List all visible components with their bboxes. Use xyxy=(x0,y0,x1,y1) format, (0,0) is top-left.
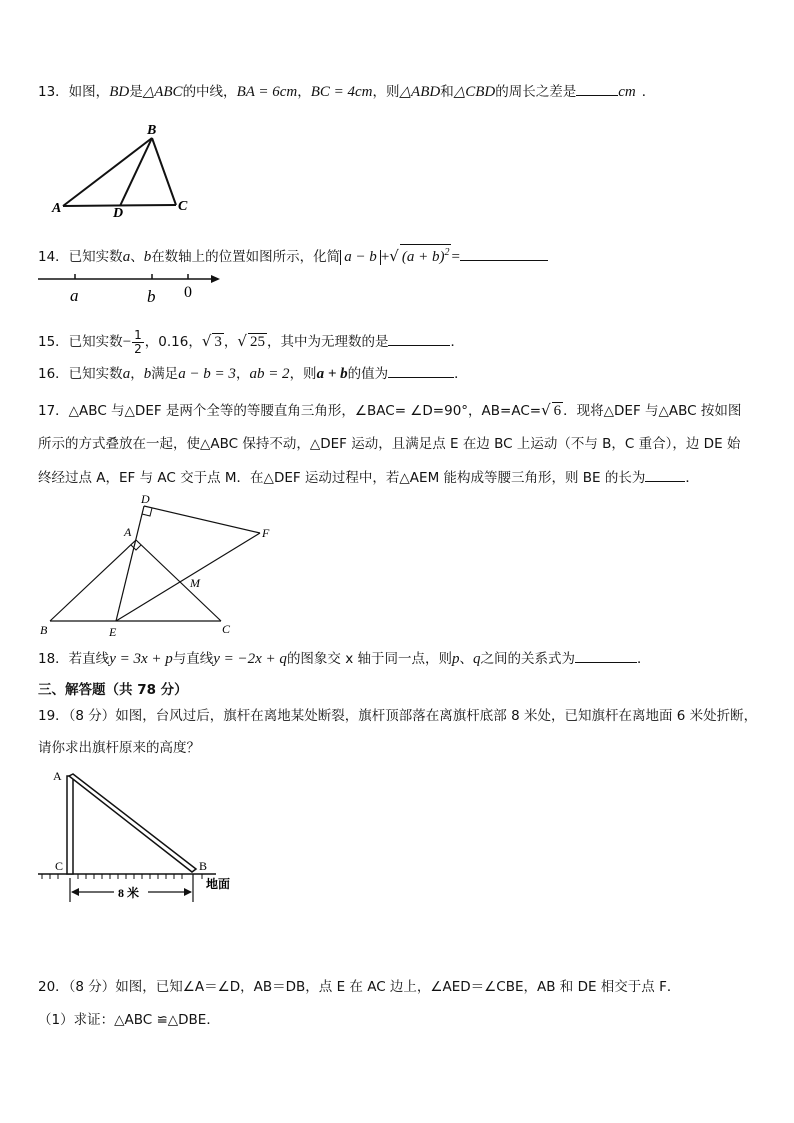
flagpole-stand xyxy=(67,776,73,874)
number-line-figure xyxy=(38,268,228,308)
label-b: b xyxy=(147,287,156,306)
abs-expression: a − b xyxy=(340,250,381,265)
q13-label-a: A xyxy=(52,201,62,216)
ground-label: 地面 xyxy=(206,877,231,891)
q13-label-d: D xyxy=(113,206,124,221)
q19-line1: 19．（8 分）如图，台风过后，旗杆在离地某处断裂，旗杆顶部落在离旗杆底部 8 米处，已知旗杆在离地面 6 米处折断， xyxy=(38,708,758,724)
label-a: a xyxy=(70,286,79,305)
q17-side-de xyxy=(116,506,144,621)
q15-text: 15．已知实数− $\frac{1}{2}$ ，0.16，√ 3 ，√ 25 ，其中为无理数的是 ． xyxy=(38,327,464,356)
q17-label-d: D xyxy=(141,492,150,506)
q17-side-ab xyxy=(50,540,136,621)
q13-text: 13．如图，BD是△ABC的中线，BA = 6cm，BC = 4cm，则△ABD和△CBD的周长之差是 cm ． xyxy=(38,81,655,102)
q13-side-bc xyxy=(152,138,176,205)
sqrt-3: 3 xyxy=(214,334,222,350)
q17-side-df xyxy=(144,506,260,533)
q17-label-m: M xyxy=(190,576,200,590)
q20-line2: （1）求证：△ABC ≌△DBE． xyxy=(38,1012,220,1028)
q20-line1: 20．（8 分）如图，已知∠A＝∠D，AB＝DB，点 E 在 AC 边上，∠AED＝∠CBE，AB 和 DE 相交于点 F． xyxy=(38,979,681,995)
q17-line3: 终经过点 A，EF 与 AC 交于点 M．在△DEF 运动过程中，若△AEM 能构成等腰三角形，则 BE 的长为 ． xyxy=(38,467,699,488)
fraction-one-half: $\frac{1}{2}$ xyxy=(134,327,142,356)
q17-right-angle-a xyxy=(131,545,141,550)
arrowhead-left xyxy=(71,888,79,896)
q19-line2: 请你求出旗杆原来的高度？ xyxy=(38,740,200,756)
answer-blank-18[interactable] xyxy=(575,648,637,663)
q17-line1: 17．△ABC 与△DEF 是两个全等的等腰直角三角形，∠BAC= ∠D=90°，AB=AC=√ 6 ．现将△DEF 与△ABC 按如图 xyxy=(38,401,742,419)
flagpole-figure xyxy=(36,766,256,906)
answer-blank-14[interactable] xyxy=(460,246,548,261)
number-line-arrow xyxy=(211,275,220,283)
q17-side-ef xyxy=(116,533,260,621)
answer-blank-13[interactable] xyxy=(576,81,618,96)
q17-label-b: B xyxy=(40,623,48,637)
q17-label-a: A xyxy=(124,525,132,539)
q17-label-e: E xyxy=(109,625,117,639)
q13-triangle-figure xyxy=(50,118,200,222)
sqrt-expression: $(a + b)^2$ xyxy=(400,244,452,265)
q13-median-bd xyxy=(120,138,152,206)
q18-text: 18．若直线y = 3x + p与直线y = −2x + q的图象交 x 轴于同一点，则p、q之间的关系式为 ． xyxy=(38,648,651,669)
q17-line2: 所示的方式叠放在一起，使△ABC 保持不动，△DEF 运动，且满足点 E 在边 BC 上运动（不与 B，C 重合），边 DE 始 xyxy=(38,436,741,452)
q16-text: 16．已知实数a，b满足a − b = 3，ab = 2，则a + b的值为 ． xyxy=(38,363,468,384)
distance-label: 8 米 xyxy=(118,886,140,900)
answer-blank-17[interactable] xyxy=(645,467,685,482)
q17-label-c: C xyxy=(222,622,231,636)
q17-triangles-figure xyxy=(35,490,285,640)
q13-side-ab xyxy=(63,138,152,206)
q13-label-c: C xyxy=(178,199,188,214)
label-zero: 0 xyxy=(184,284,192,301)
answer-blank-16[interactable] xyxy=(388,363,454,378)
flag-label-b: B xyxy=(199,859,208,873)
answer-blank-15[interactable] xyxy=(388,331,450,346)
q13-label-b: B xyxy=(147,123,157,138)
arrowhead-right xyxy=(184,888,192,896)
flagpole-broken-part xyxy=(69,774,196,872)
section-heading: 三、解答题（共 78 分） xyxy=(38,682,188,698)
q17-side-ac xyxy=(136,540,221,621)
q17-label-f: F xyxy=(262,526,270,540)
sqrt-25: 25 xyxy=(249,334,265,350)
flag-label-c: C xyxy=(55,859,64,873)
flag-label-a: A xyxy=(53,769,62,783)
sqrt-6: 6 xyxy=(553,403,562,419)
q14-text: 14．已知实数a、b在数轴上的位置如图所示，化简 a − b +√ $(a + b)^2$ = xyxy=(38,244,548,267)
